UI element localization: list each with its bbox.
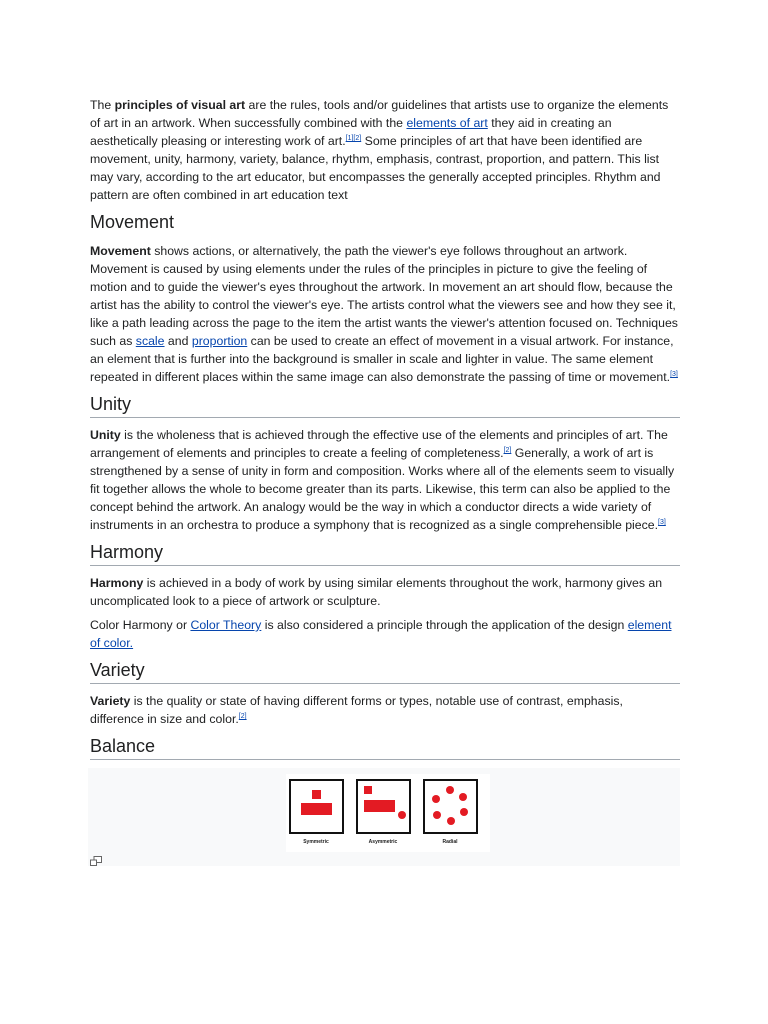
red-square-shape [364, 786, 372, 794]
intro-bold-term: principles of visual art [114, 98, 246, 112]
intro-text: they aid in creating an aesthetically pleasing or interesting work of art. [90, 116, 612, 148]
intro-paragraph [90, 96, 680, 204]
caption-symmetric: Symmetric [303, 839, 329, 845]
red-dot-shape [446, 786, 454, 794]
citation-link[interactable]: [3] [670, 370, 678, 378]
red-dot-shape [432, 795, 440, 803]
harmony-bold-term: Harmony [90, 576, 144, 590]
citation-link[interactable]: [2] [503, 446, 512, 454]
balance-diagram-image[interactable] [286, 774, 490, 852]
section-heading-balance: Balance [90, 734, 680, 760]
movement-bold-term: Movement [90, 244, 151, 258]
red-dot-shape [460, 808, 468, 816]
citation-link[interactable]: [3] [658, 518, 666, 526]
citation-link[interactable]: [1][2] [345, 134, 362, 142]
red-square-shape [312, 790, 321, 799]
enlarge-icon[interactable] [90, 856, 102, 866]
harmony-text: is also considered a principle through the application of the design [261, 618, 628, 632]
elements-of-art-link[interactable]: elements of art [406, 116, 488, 130]
variety-bold-term: Variety [90, 694, 131, 708]
section-heading-unity: Unity [90, 392, 680, 418]
scale-link[interactable]: scale [135, 334, 165, 348]
intro-text: are the rules, tools and/or guidelines that artists use to organize the elements of art in an artwork. When successfully combined with the [90, 98, 669, 130]
red-dot-shape [459, 793, 467, 801]
harmony-text: Color Harmony or [90, 618, 191, 632]
unity-text: Generally, a work of art is strengthened by a sense of unity in form and composition. Works where all of the elements seem to visually fit together allows the whole to become greater than its parts. Likewise, this term can also be applied to the concept behind the artwork. An analogy would be the way in which a conductor directs a wide variety of instruments in an orchestra to produce a symphony that is recognized as a single comprehensible piece. [90, 446, 675, 532]
red-bar-shape [364, 800, 395, 812]
unity-paragraph [90, 426, 680, 534]
section-heading-variety: Variety [90, 658, 680, 684]
movement-text: can be used to create an effect of movement in a visual artwork. For instance, an element that is further into the background is smaller in scale and lighter in value. The same element repeated in different places within the same image can also demonstrate the passing of time or movement. [90, 334, 674, 384]
variety-text: is the quality or state of having different forms or types, notable use of contrast, emphasis, difference in size and color. [90, 694, 623, 726]
red-dot-shape [447, 817, 455, 825]
element-of-color-link[interactable]: element of color. [90, 618, 672, 650]
citation-link[interactable]: [2] [238, 712, 247, 720]
color-harmony-paragraph [90, 616, 680, 652]
red-dot-shape [433, 811, 441, 819]
section-heading-harmony: Harmony [90, 540, 680, 566]
intro-text: The [90, 98, 115, 112]
symmetric-box [289, 779, 344, 834]
harmony-text: is achieved in a body of work by using similar elements throughout the work, harmony gives an uncomplicated look to a piece of artwork or sculpture. [90, 576, 663, 608]
variety-paragraph [90, 692, 680, 728]
section-heading-movement: Movement [90, 212, 175, 232]
caption-asymmetric: Asymmetric [368, 839, 398, 845]
harmony-paragraph [90, 574, 680, 610]
red-dot-shape [398, 811, 406, 819]
radial-box [423, 779, 478, 834]
color-theory-link[interactable]: Color Theory [190, 618, 262, 632]
proportion-link[interactable]: proportion [191, 334, 248, 348]
movement-text: shows actions, or alternatively, the path the viewer's eye follows throughout an artwork. Movement is caused by using elements under the rules of the principles in picture to give the feeling of motion and to guide the viewer's eyes throughout the artwork. In movement an art should flow, because the artist has the ability to control the viewer's eye. The artists control what the viewers see and how they see it, like a path leading across the page to the item the artist wants the viewer's attention focused on. Techniques such as [90, 244, 678, 348]
unity-text: is the wholeness that is achieved through the effective use of the elements and principles of art. The arrangement of elements and principles to create a feeling of completeness. [90, 428, 668, 460]
asymmetric-box [356, 779, 411, 834]
red-bar-shape [301, 803, 332, 815]
intro-text: Some principles of art that have been identified are movement, unity, harmony, variety, balance, rhythm, emphasis, contrast, proportion, and pattern. This list may vary, according to the art educator, but encompasses the generally accepted principles. Rhythm and pattern are often combined in art education text [90, 134, 661, 202]
movement-paragraph [90, 242, 680, 386]
unity-bold-term: Unity [90, 428, 121, 442]
caption-radial: Radial [442, 839, 458, 845]
movement-text: and [164, 334, 192, 348]
balance-figure [88, 768, 680, 866]
article-body [90, 96, 680, 866]
